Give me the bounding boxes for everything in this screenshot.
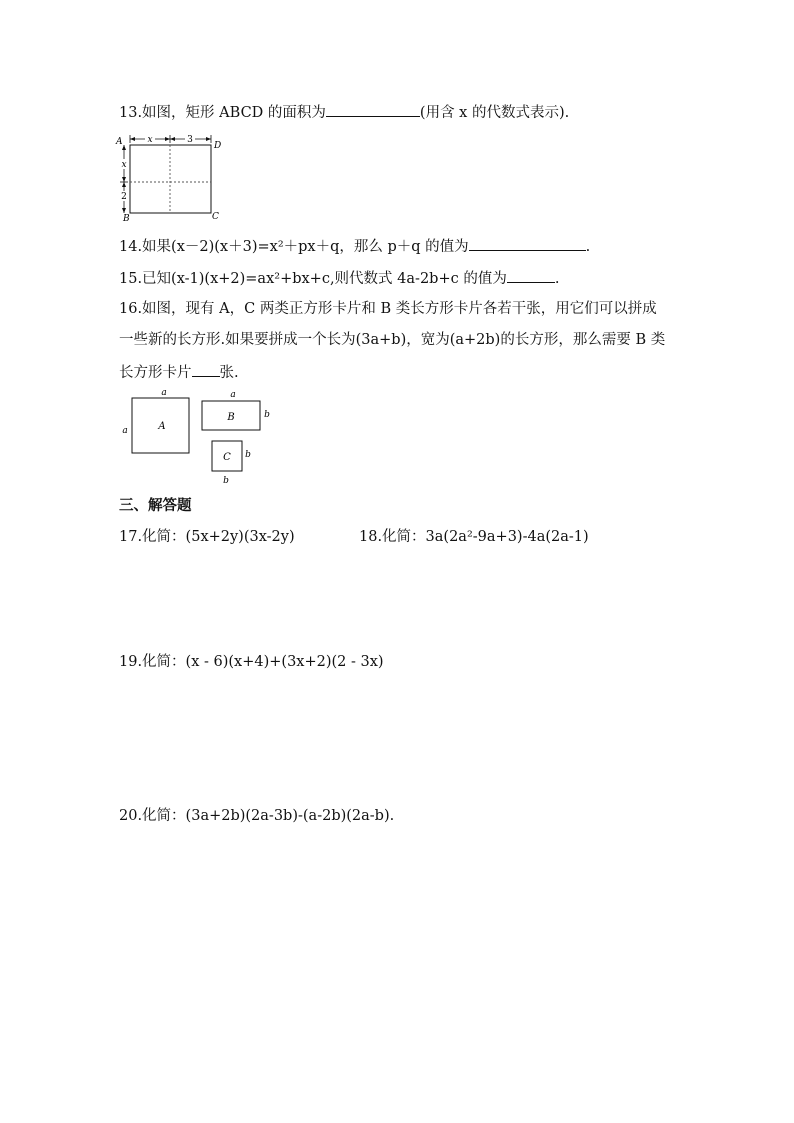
q13-rectangle-figure [115, 133, 225, 223]
q13-label-2-left: 2 [121, 192, 127, 202]
q15-answer-blank[interactable] [507, 267, 555, 283]
q14-text: 14.如果(x－2)(x＋3)=x²＋px＋q，那么 p＋q 的值为 [119, 239, 469, 255]
question-13 [119, 101, 569, 123]
question-15 [119, 267, 559, 289]
question-20: 20.化简：(3a+2b)(2a-3b)-(a-2b)(2a-b). [119, 808, 395, 824]
q16-answer-blank[interactable] [192, 361, 220, 377]
q15-text: 15.已知(x-1)(x+2)=ax²+bx+c,则代数式 4a-2b+c 的值为 [119, 271, 507, 287]
question-17: 17.化简：(5x+2y)(3x-2y) [119, 529, 295, 545]
q13-suffix: (用含 x 的代数式表示). [419, 105, 570, 121]
q14-answer-blank[interactable] [469, 235, 586, 251]
q13-label-3-top: 3 [187, 135, 193, 145]
q13-vertex-C: C [212, 212, 219, 222]
question-16-line-1: 16.如图，现有 A，C 两类正方形卡片和 B 类长方形卡片各若干张，用它们可以拼成 [119, 301, 657, 317]
card-A-label: A [158, 421, 166, 432]
q13-prefix: 13.如图，矩形 ABCD 的面积为 [119, 105, 326, 121]
q13-vertex-A: A [116, 137, 123, 147]
section-heading: 三、解答题 [119, 498, 192, 514]
question-18: 18.化简：3a(2a²-9a+3)-4a(2a-1) [359, 529, 589, 545]
q13-answer-blank[interactable] [326, 101, 420, 117]
q13-label-x-left: x [121, 160, 127, 170]
q16-cards-figure [118, 386, 288, 486]
q13-label-x-top: x [147, 135, 153, 145]
card-C-label: C [223, 452, 231, 463]
q16-label-b-C-right: b [245, 450, 251, 460]
q13-vertex-D: D [214, 141, 222, 151]
q16-label-a-top: a [161, 388, 167, 398]
q16-line3-a: 长方形卡片 [119, 365, 192, 381]
q16-label-a-B-top: a [230, 390, 236, 400]
q16-label-b-B-right: b [264, 410, 270, 420]
card-B-label: B [227, 412, 235, 423]
question-14 [119, 235, 590, 257]
question-16-line-3 [119, 361, 239, 383]
q15-period: . [554, 271, 560, 287]
q16-line3-b: 张. [219, 365, 239, 381]
question-16-line-2: 一些新的长方形.如果要拼成一个长为(3a+b)，宽为(a+2b)的长方形，那么需要 B 类 [119, 332, 666, 348]
q16-label-b-C-bottom: b [223, 476, 229, 486]
q13-vertex-B: B [123, 214, 130, 223]
q13-rectangle [130, 145, 211, 213]
q16-label-a-left: a [122, 426, 128, 436]
q14-period: . [585, 239, 591, 255]
question-19: 19.化简：(x - 6)(x+4)+(3x+2)(2 - 3x) [119, 654, 384, 670]
